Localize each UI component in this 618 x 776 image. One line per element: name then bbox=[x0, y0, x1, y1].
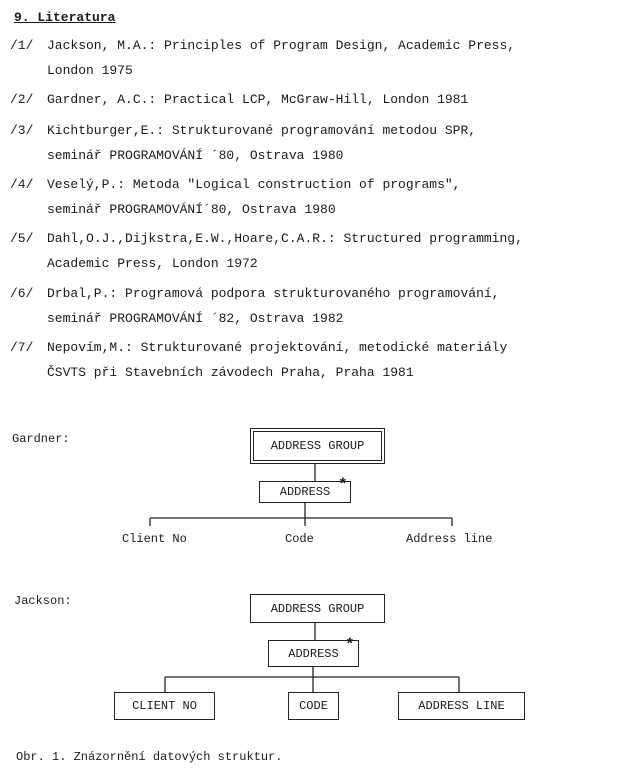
jackson-leaf-code: CODE bbox=[299, 699, 328, 713]
reference-number: /2/ bbox=[10, 92, 34, 107]
reference-text: Dahl,O.J.,Dijkstra,E.W.,Hoare,C.A.R.: Structured programming, bbox=[47, 231, 523, 246]
jackson-leaf-address-line-box bbox=[398, 692, 525, 720]
gardner-leaf-code: Code bbox=[285, 532, 314, 546]
reference-text: Jackson, M.A.: Principles of Program Design, Academic Press, bbox=[47, 38, 516, 53]
reference-text-continued: seminář PROGRAMOVÁNÍ ´82, Ostrava 1982 bbox=[47, 311, 344, 326]
gardner-root-box bbox=[250, 428, 385, 464]
jackson-leaf-client-no: CLIENT NO bbox=[132, 699, 197, 713]
reference-text-continued: seminář PROGRAMOVÁNÍ´80, Ostrava 1980 bbox=[47, 202, 336, 217]
reference-number: /7/ bbox=[10, 340, 34, 355]
jackson-root-label: ADDRESS GROUP bbox=[270, 601, 365, 616]
reference-text-continued: Academic Press, London 1972 bbox=[47, 256, 258, 271]
reference-number: /5/ bbox=[10, 231, 34, 246]
jackson-root-box bbox=[250, 594, 385, 623]
jackson-leaf-code-box bbox=[288, 692, 339, 720]
gardner-iteration-star-icon: * bbox=[338, 476, 348, 494]
jackson-label: Jackson: bbox=[14, 594, 72, 608]
reference-text-continued: ČSVTS při Stavebních závodech Praha, Praha 1981 bbox=[47, 365, 414, 380]
gardner-leaf-client-no: Client No bbox=[122, 532, 187, 546]
reference-number: /3/ bbox=[10, 123, 34, 138]
reference-number: /6/ bbox=[10, 286, 34, 301]
gardner-label: Gardner: bbox=[12, 432, 70, 446]
reference-text: Kichtburger,E.: Strukturované programování metodou SPR, bbox=[47, 123, 477, 138]
jackson-leaf-address-line: ADDRESS LINE bbox=[418, 699, 505, 713]
reference-text: Drbal,P.: Programová podpora strukturovaného programování, bbox=[47, 286, 500, 301]
section-title: 9. Literatura bbox=[14, 10, 116, 25]
reference-text: Gardner, A.C.: Practical LCP, McGraw-Hill, London 1981 bbox=[47, 92, 469, 107]
jackson-child-label: ADDRESS bbox=[288, 646, 339, 661]
reference-text: Nepovím,M.: Strukturované projektování, metodické materiály bbox=[47, 340, 508, 355]
reference-number: /1/ bbox=[10, 38, 34, 53]
reference-text: Veselý,P.: Metoda "Logical construction of programs", bbox=[47, 177, 461, 192]
gardner-root-label: ADDRESS GROUP bbox=[270, 439, 365, 453]
jackson-leaf-client-no-box bbox=[114, 692, 215, 720]
reference-text-continued: London 1975 bbox=[47, 63, 133, 78]
reference-text-continued: seminář PROGRAMOVÁNÍ ´80, Ostrava 1980 bbox=[47, 148, 344, 163]
gardner-child-label: ADDRESS bbox=[279, 485, 331, 499]
figure-caption: Obr. 1. Znázornění datových struktur. bbox=[16, 750, 283, 764]
reference-number: /4/ bbox=[10, 177, 34, 192]
gardner-leaf-address-line: Address line bbox=[406, 532, 493, 546]
jackson-iteration-star-icon: * bbox=[345, 636, 355, 654]
